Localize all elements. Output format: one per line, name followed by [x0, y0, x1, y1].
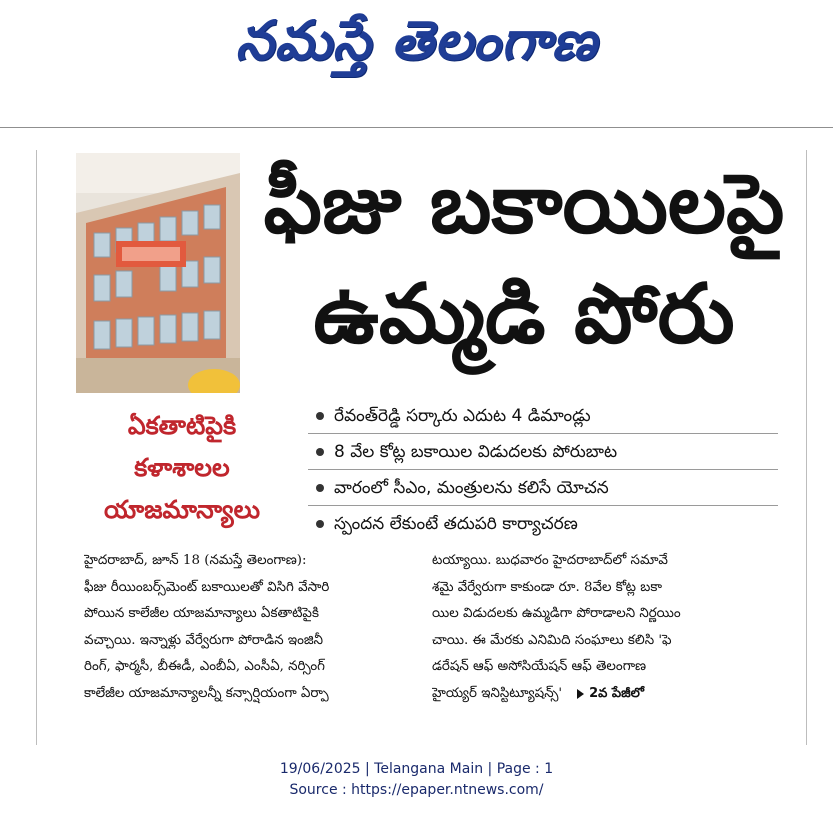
highlight-text: 8 వేల కోట్ల బకాయిల విడుదలకు పోరుబాట: [334, 441, 618, 462]
continued-page-link[interactable]: [576, 681, 644, 708]
highlight-text: వారంలో సీఎం, మంత్రులను కలిసే యోచన: [334, 477, 609, 498]
article-line: హైదరాబాద్, జూన్ 18 (నమస్తే తెలంగాణ):: [84, 553, 307, 568]
article-line: శమై వేర్వేరుగా కాకుండా రూ. 8వేల కోట్ల బకా: [432, 579, 662, 595]
list-item: [308, 506, 778, 541]
article-line: కాలేజీల యాజమాన్యాలన్నీ కన్సార్షియంగా ఏర్పా: [84, 685, 329, 701]
highlight-text: స్పందన లేకుంటే తదుపరి కార్యాచరణ: [334, 513, 578, 534]
article-line: టయ్యాయి. బుధవారం హైదరాబాద్‌లో సమావే: [432, 553, 668, 568]
bullet-icon: [316, 448, 324, 456]
kicker-line-2: కళాశాలల: [134, 453, 230, 482]
column-rule-left: [36, 150, 37, 745]
column-rule-right: [806, 150, 807, 745]
article-line: రింగ్, ఫార్మసీ, బీఈడీ, ఎంబీఏ, ఎంసీఏ, నర్సింగ్: [84, 659, 325, 674]
article-line: పోయిన కాలేజీల యాజమాన్యాలు ఏకతాటిపైకి: [84, 606, 319, 621]
article-line: ఫీజు రీయింబర్స్‌మెంట్ బకాయిలతో విసిగి వేసారి: [84, 579, 330, 595]
article-line: వచ్చాయి. ఇన్నాళ్లు వేర్వేరుగా పోరాడిన ఇంజినీ: [84, 632, 324, 648]
bullet-icon: [316, 484, 324, 492]
article-line: హైయ్యర్ ఇనిస్టిట్యూషన్స్': [432, 685, 563, 701]
article-last-line: [432, 681, 776, 708]
article-column-1: [84, 548, 428, 720]
headline-line-1: ఫీజు బకాయిలపై: [263, 157, 785, 252]
kicker-line-1: ఏకతాటిపైకి: [127, 411, 237, 440]
building-image: [76, 153, 240, 393]
article-column-2: [432, 548, 776, 720]
list-item: [308, 434, 778, 470]
article-line: యిల విడుదలకు ఉమ్మడిగా పోరాడాలని నిర్ణయిం: [432, 606, 681, 621]
source-link[interactable]: Source : https://epaper.ntnews.com/: [289, 782, 544, 798]
headline: [248, 150, 800, 390]
list-item: [308, 398, 778, 434]
bullet-icon: [316, 520, 324, 528]
college-building-photo: [76, 153, 240, 393]
bullet-icon: [316, 412, 324, 420]
masthead: [0, 0, 833, 78]
page-footer: [0, 759, 833, 801]
article-line: డరేషన్ ఆఫ్ అసోసియేషన్ ఆఫ్ తెలంగాణ: [432, 659, 647, 674]
article-line: చాయి. ఈ మేరకు ఎనిమిది సంఘాలు కలిసి 'ఫె: [432, 632, 672, 648]
edition-info: 19/06/2025 | Telangana Main | Page : 1: [279, 761, 554, 777]
highlight-text: రేవంత్‌రెడ్డి సర్కారు ఎదుట 4 డిమాండ్లు: [334, 405, 591, 426]
masthead-logo: నమస్తే తెలంగాణ: [235, 8, 598, 72]
chevron-right-icon: [576, 688, 586, 700]
list-item: [308, 470, 778, 506]
kicker-line-3: యాజమాన్యాలు: [104, 495, 260, 524]
masthead-divider: [0, 127, 833, 128]
continued-page-label: 2వ పేజీలో: [589, 685, 645, 701]
headline-line-2: ఉమ్మడి పోరు: [313, 267, 735, 362]
kicker: [70, 405, 294, 533]
highlights-list: [308, 398, 778, 540]
